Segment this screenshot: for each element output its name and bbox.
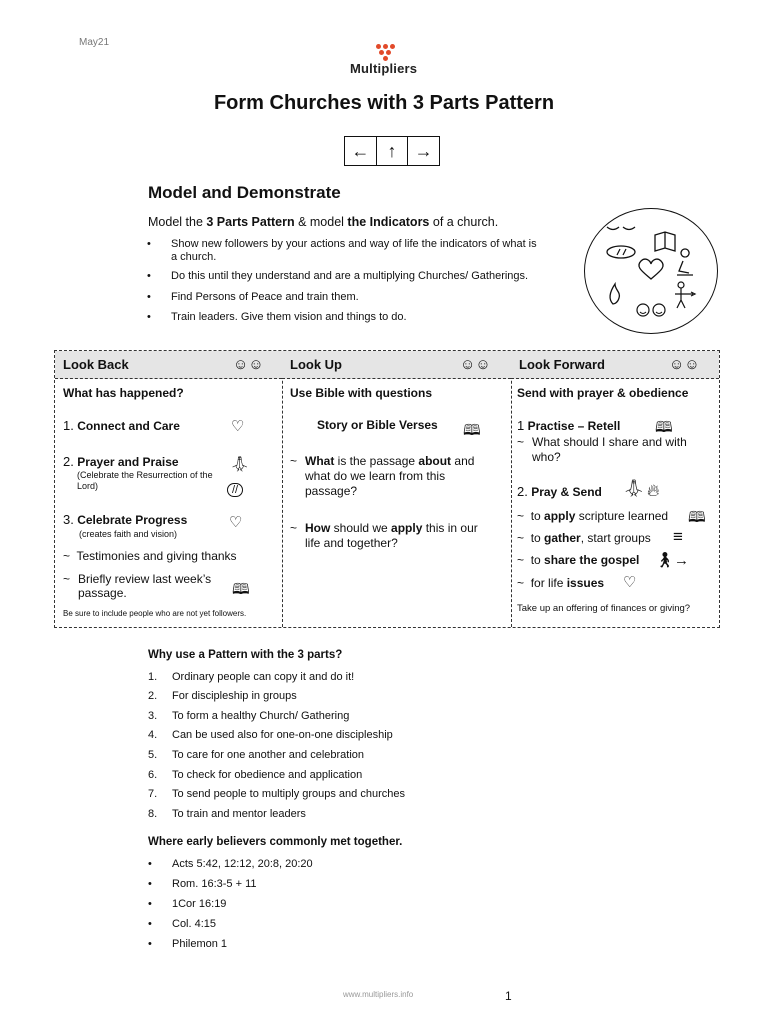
look-back-item-2-note: (Celebrate the Resurrection of the Lord) bbox=[77, 470, 213, 491]
bread-cup-icon: // bbox=[227, 483, 243, 497]
look-back-item-2: 2. Prayer and Praise bbox=[63, 454, 179, 469]
look-back-item-3-note: (creates faith and vision) bbox=[79, 529, 178, 539]
look-back-item-1: 1. Connect and Care bbox=[63, 418, 180, 433]
heart-icon: ♡ bbox=[229, 514, 243, 531]
person-sent-icon: 🚶︎→ bbox=[655, 552, 690, 569]
look-up-question-1: ~ What is the passage about and what do we learn from this passage? bbox=[290, 454, 475, 498]
open-bible-icon: 🕮︎ bbox=[655, 419, 673, 436]
look-up-header: Look Up bbox=[282, 351, 511, 379]
heart-icon: ♡ bbox=[231, 418, 245, 435]
look-up-question-2: ~ How should we apply this in our life and together? bbox=[290, 521, 478, 550]
look-back-header: Look Back bbox=[55, 351, 282, 379]
look-forward-send-1: ~ to apply scripture learned bbox=[517, 509, 669, 523]
look-forward-item-2: 2. Pray & Send bbox=[517, 484, 602, 499]
multipliers-logo bbox=[348, 44, 438, 78]
logo-dots-icon bbox=[376, 44, 400, 62]
look-up-subtitle: Use Bible with questions bbox=[290, 386, 433, 400]
footer-url[interactable]: www.multipliers.info bbox=[343, 990, 414, 999]
open-bible-icon: 🕮︎ bbox=[688, 509, 706, 526]
arrow-left-icon: ← bbox=[345, 137, 377, 165]
page-title: Form Churches with 3 Parts Pattern bbox=[213, 92, 555, 114]
where-heading: Where early believers commonly met together. bbox=[148, 836, 403, 848]
gathered-people-icon: ≡ bbox=[673, 527, 683, 546]
look-forward-send-3: ~ to share the gospel bbox=[517, 553, 640, 567]
look-back-column bbox=[55, 351, 282, 627]
flame-icon: 🔥︎ bbox=[647, 481, 660, 500]
look-forward-subtitle: Send with prayer & obedience bbox=[517, 386, 689, 400]
heart-icon: ♡ bbox=[623, 574, 637, 591]
smiley-faces-icon: ☺☺ bbox=[669, 356, 700, 373]
page-number: 1 bbox=[505, 989, 512, 1003]
look-back-tilde-1: ~ Testimonies and giving thanks bbox=[63, 549, 237, 563]
church-indicators-circle bbox=[584, 208, 718, 334]
three-arrows-diagram bbox=[344, 136, 440, 166]
why-heading: Why use a Pattern with the 3 parts? bbox=[148, 649, 343, 661]
open-bible-icon: 🕮︎ bbox=[463, 422, 481, 439]
model-bullet: • Show new followers by your actions and way of life the indicators of what is a church. bbox=[147, 238, 537, 263]
praying-person-icon: 🙏︎ bbox=[230, 456, 250, 473]
look-forward-send-4: ~ for life issues bbox=[517, 576, 605, 590]
open-bible-icon: 🕮︎ bbox=[232, 581, 250, 598]
model-intro: Model the 3 Parts Pattern & model the Indicators of a church. bbox=[148, 215, 499, 229]
look-back-tilde-2: ~ Briefly review last week’s passage. bbox=[63, 572, 212, 600]
smiley-faces-icon: ☺☺ bbox=[460, 356, 491, 373]
arrow-up-icon: ↑ bbox=[377, 137, 409, 165]
section-heading-model: Model and Demonstrate bbox=[148, 183, 341, 202]
look-forward-item-1-sub: ~ What should I share and with who? bbox=[517, 435, 687, 464]
look-forward-footnote: Take up an offering of finances or giving? bbox=[517, 603, 691, 614]
model-bullet: • Do this until they understand and are a multiplying Churches/ Gatherings. bbox=[147, 270, 529, 282]
look-back-subtitle: What has happened? bbox=[63, 386, 184, 400]
indicators-icons bbox=[585, 209, 717, 333]
look-back-item-3: 3. Celebrate Progress bbox=[63, 512, 188, 527]
praying-person-icon: 🙏︎ bbox=[623, 479, 645, 498]
arrow-right-icon: → bbox=[414, 140, 433, 161]
date-label: May21 bbox=[79, 37, 110, 48]
look-forward-item-1: 1 Practise – Retell bbox=[517, 418, 621, 433]
look-up-column bbox=[282, 351, 511, 627]
look-forward-send-2: ~ to gather, start groups bbox=[517, 531, 651, 545]
look-back-footnote: Be sure to include people who are not yet followers. bbox=[63, 609, 247, 618]
model-bullet: • Find Persons of Peace and train them. bbox=[147, 291, 359, 303]
smiley-faces-icon: ☺☺ bbox=[233, 356, 264, 373]
look-up-story: Story or Bible Verses bbox=[317, 418, 438, 432]
logo-text: Multipliers bbox=[350, 61, 418, 76]
three-parts-table bbox=[54, 350, 720, 628]
model-bullet: • Train leaders. Give them vision and things to do. bbox=[147, 311, 407, 323]
look-forward-header: Look Forward bbox=[511, 351, 719, 379]
look-forward-column bbox=[511, 351, 719, 627]
